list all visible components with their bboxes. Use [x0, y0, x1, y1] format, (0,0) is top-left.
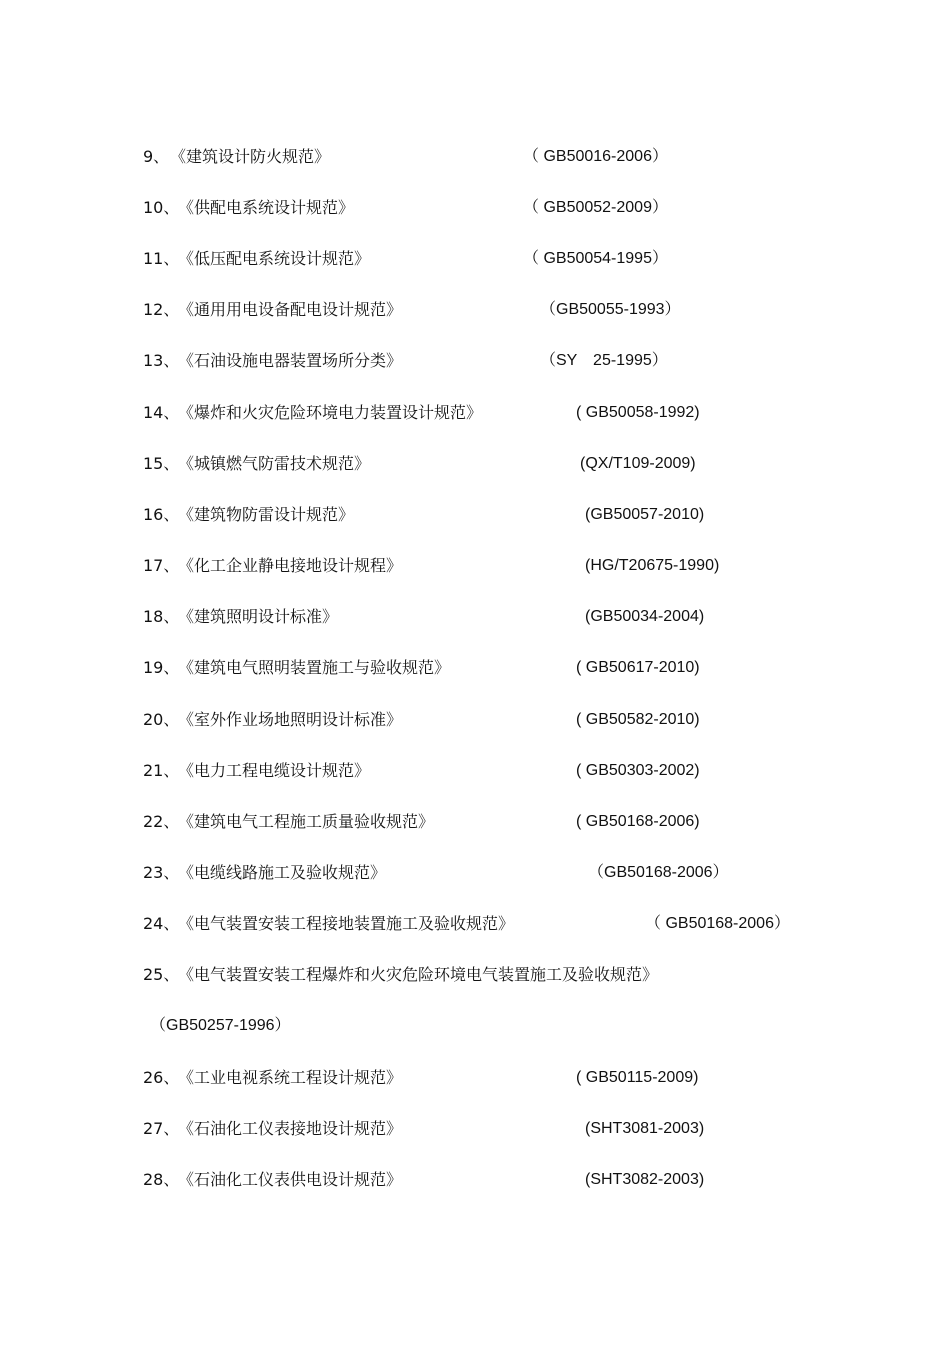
list-item: [0, 1065, 950, 1091]
list-item: [0, 655, 950, 681]
standard-title: 《电气装置安装工程接地装置施工及验收规范》: [178, 914, 515, 933]
standard-code: （GB50168-2006）: [588, 864, 729, 881]
standard-code: ( GB50115-2009): [576, 1069, 699, 1086]
list-item: [0, 246, 950, 272]
item-number: 15、: [143, 454, 180, 473]
standard-code: (GB50057-2010): [585, 506, 705, 523]
standard-code: (SHT3081-2003): [585, 1120, 705, 1137]
standard-title: 《低压配电系统设计规范》: [178, 249, 371, 268]
standard-title: 《建筑设计防火规范》: [170, 147, 331, 166]
standard-code: ( GB50168-2006): [576, 813, 700, 830]
item-number: 24、: [143, 914, 180, 933]
standard-title: 《电气装置安装工程爆炸和火灾危险环境电气装置施工及验收规范》: [178, 965, 659, 984]
list-item: [0, 604, 950, 630]
standard-code: ( GB50617-2010): [576, 659, 700, 676]
item-number: 14、: [143, 403, 180, 422]
item-number: 20、: [143, 710, 180, 729]
list-item: [0, 809, 950, 835]
list-item: [0, 400, 950, 426]
list-item: [0, 297, 950, 323]
item-number: 23、: [143, 863, 180, 882]
standard-title: 《通用用电设备配电设计规范》: [178, 300, 403, 319]
list-item: [0, 451, 950, 477]
standard-code: ( GB50058-1992): [576, 404, 700, 421]
standard-title: 《石油化工仪表接地设计规范》: [178, 1119, 403, 1138]
standard-title: 《石油化工仪表供电设计规范》: [178, 1170, 403, 1189]
item-number: 22、: [143, 812, 180, 831]
list-item: [0, 553, 950, 579]
standard-code: (GB50034-2004): [585, 608, 705, 625]
standard-code: （ GB50054-1995）: [523, 250, 668, 267]
list-item: [0, 860, 950, 886]
standard-title: 《工业电视系统工程设计规范》: [178, 1068, 403, 1087]
list-item: [0, 911, 950, 937]
standard-title: 《建筑物防雷设计规范》: [178, 505, 355, 524]
list-item: [0, 1167, 950, 1193]
standard-title: 《建筑电气照明装置施工与验收规范》: [178, 658, 451, 677]
item-number: 16、: [143, 505, 180, 524]
standard-code: ( GB50303-2002): [576, 762, 700, 779]
standard-title: 《建筑电气工程施工质量验收规范》: [178, 812, 435, 831]
standard-title: 《爆炸和火灾危险环境电力装置设计规范》: [178, 403, 483, 422]
standard-code: (HG/T20675-1990): [585, 557, 720, 574]
item-number: 25、: [143, 965, 180, 984]
standard-title: 《室外作业场地照明设计标准》: [178, 710, 403, 729]
standard-title: 《供配电系统设计规范》: [178, 198, 355, 217]
item-number: 17、: [143, 556, 180, 575]
standard-title: 《建筑照明设计标准》: [178, 607, 339, 626]
standard-title: 《电力工程电缆设计规范》: [178, 761, 371, 780]
standard-code: （ GB50052-2009）: [523, 199, 668, 216]
standard-code: （SY 25-1995）: [540, 352, 668, 369]
standard-code: （ GB50016-2006）: [523, 148, 668, 165]
item-number: 9、: [143, 147, 170, 166]
standard-code: （GB50055-1993）: [540, 301, 681, 318]
list-item: [0, 144, 950, 170]
item-number: 11、: [143, 249, 180, 268]
item-number: 27、: [143, 1119, 180, 1138]
item-number: 28、: [143, 1170, 180, 1189]
standard-title: 《城镇燃气防雷技术规范》: [178, 454, 371, 473]
item-number: 13、: [143, 351, 180, 370]
item-number: 26、: [143, 1068, 180, 1087]
standard-title: 《石油设施电器装置场所分类》: [178, 351, 403, 370]
list-item: [0, 195, 950, 221]
item-number: 10、: [143, 198, 180, 217]
list-item: [0, 502, 950, 528]
standard-code: (QX/T109-2009): [580, 455, 696, 472]
item-number: 18、: [143, 607, 180, 626]
standard-title: 《化工企业静电接地设计规程》: [178, 556, 403, 575]
item-number: 19、: [143, 658, 180, 677]
list-item: [0, 1116, 950, 1142]
item-number: 12、: [143, 300, 180, 319]
item-number: 21、: [143, 761, 180, 780]
standard-code: (SHT3082-2003): [585, 1171, 705, 1188]
standard-code: （GB50257-1996）: [150, 1017, 291, 1034]
list-item: [0, 348, 950, 374]
list-item: [0, 758, 950, 784]
standard-code: （ GB50168-2006）: [645, 915, 790, 932]
list-item: [0, 962, 950, 988]
list-item: [0, 707, 950, 733]
standard-code: ( GB50582-2010): [576, 711, 700, 728]
standard-title: 《电缆线路施工及验收规范》: [178, 863, 387, 882]
